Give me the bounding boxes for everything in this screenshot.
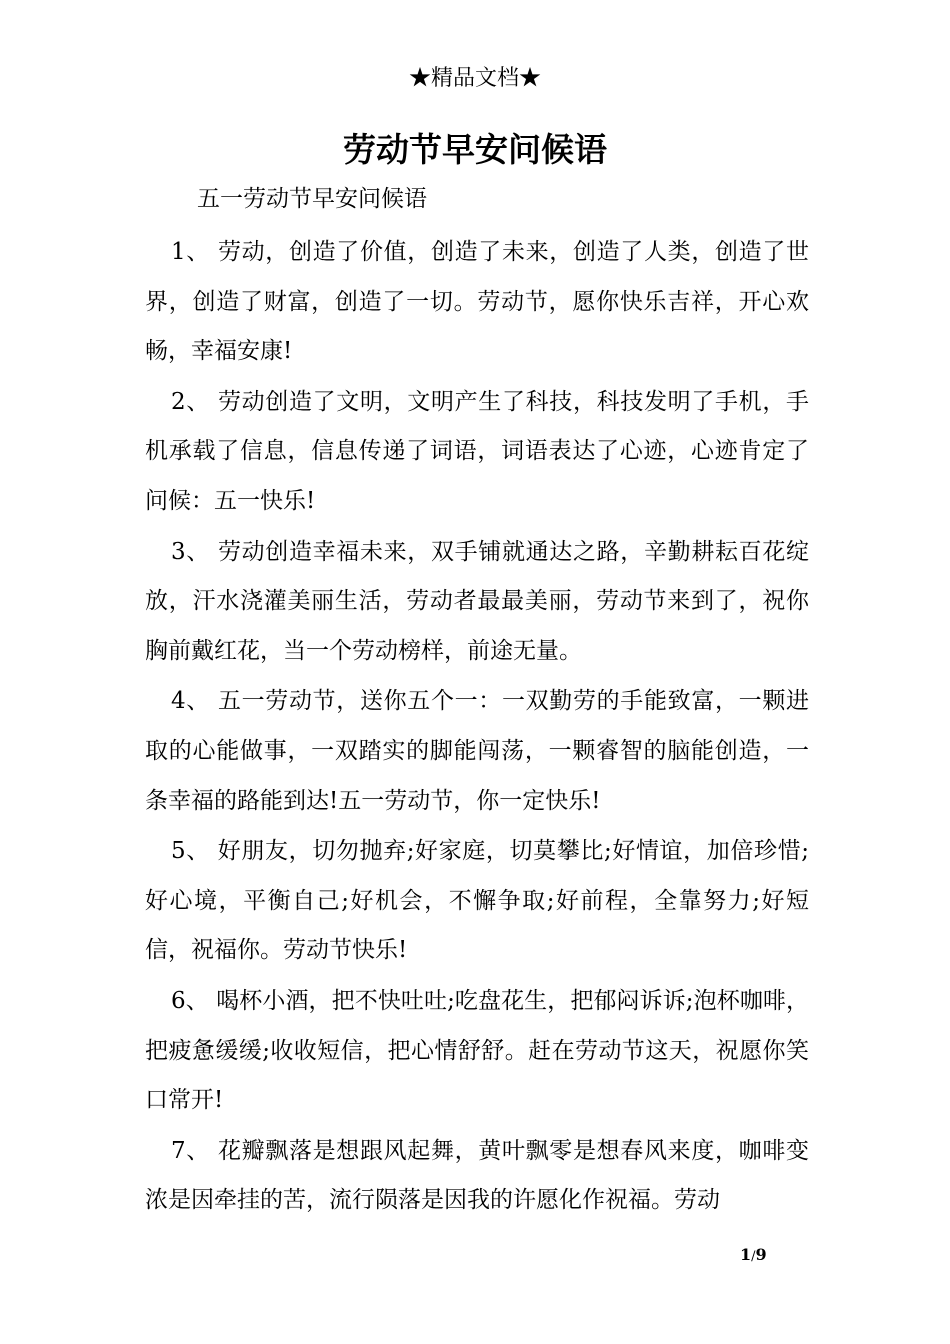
document-header: ★精品文档★: [408, 66, 541, 91]
page-total: 9: [755, 1245, 767, 1264]
page-current: 1: [740, 1245, 752, 1264]
document-title: 劳动节早安问候语: [343, 130, 607, 169]
page-number: [740, 1244, 767, 1268]
paragraph-4: 4、 五一劳动节，送你五个一：一双勤劳的手能致富，一颗进取的心能做事，一双踏实的脚能闯荡，一颗睿智的脑能创造，一条幸福的路能到达!五一劳动节，你一定快乐!: [145, 688, 809, 814]
page-separator: /: [751, 1249, 756, 1264]
paragraph-1: 1、 劳动，创造了价值，创造了未来，创造了人类，创造了世界，创造了财富，创造了一切。劳动节，愿你快乐吉祥，开心欢畅，幸福安康!: [145, 239, 809, 365]
paragraph-7: 7、 花瓣飘落是想跟风起舞，黄叶飘零是想春风来度，咖啡变浓是因牵挂的苦，流行陨落是因我的许愿化作祝福。劳动: [145, 1137, 809, 1214]
document-subtitle: 五一劳动节早安问候语: [197, 186, 427, 212]
paragraph-5: 5、 好朋友，切勿抛弃;好家庭，切莫攀比;好情谊，加倍珍惜;好心境，平衡自己;好机会，不懈争取;好前程，全靠努力;好短信，祝福你。劳动节快乐!: [145, 838, 809, 964]
document-body: [145, 228, 809, 1227]
paragraph-2: 2、 劳动创造了文明，文明产生了科技，科技发明了手机，手机承载了信息，信息传递了词语，词语表达了心迹，心迹肯定了问候：五一快乐!: [145, 388, 809, 514]
paragraph-3: 3、 劳动创造幸福未来，双手铺就通达之路，辛勤耕耘百花绽放，汗水浇灌美丽生活，劳动者最最美丽，劳动节来到了，祝你胸前戴红花，当一个劳动榜样，前途无量。: [145, 538, 809, 664]
paragraph-6: 6、 喝杯小酒，把不快吐吐;吃盘花生，把郁闷诉诉;泡杯咖啡，把疲惫缓缓;收收短信，把心情舒舒。赶在劳动节这天，祝愿你笑口常开!: [145, 987, 809, 1114]
